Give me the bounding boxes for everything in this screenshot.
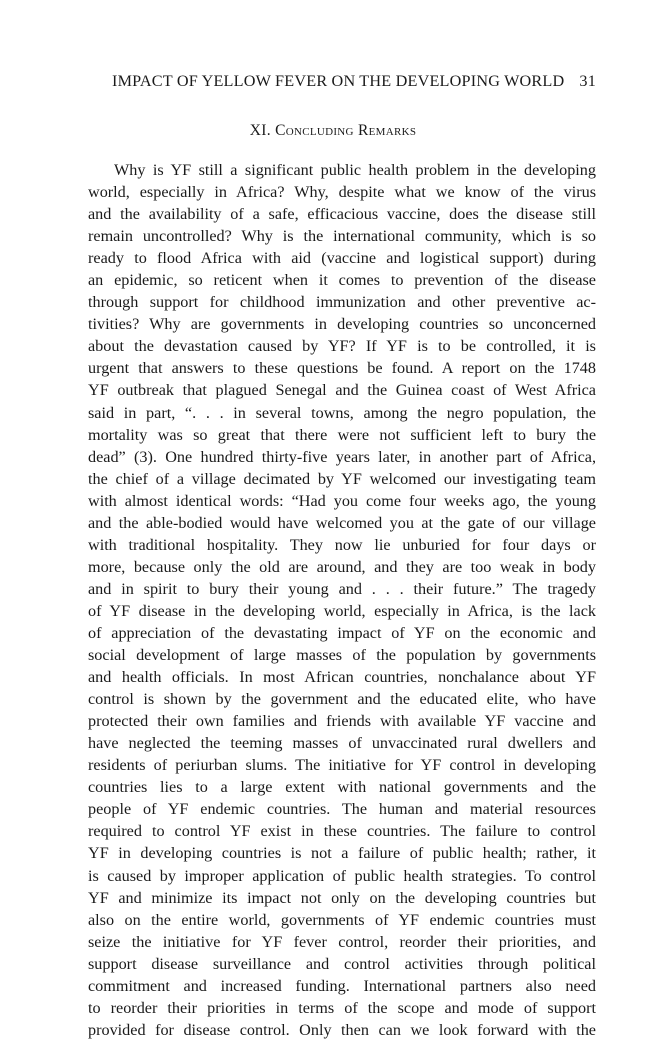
paragraph-line: support disease surveillance and control activities through political	[88, 954, 596, 973]
running-head	[112, 72, 596, 91]
paragraph-line: YF and minimize its impact not only on the developing countries but	[88, 888, 596, 907]
section-heading	[0, 122, 666, 140]
paragraph-line: tivities? Why are governments in developing countries so unconcerned	[88, 315, 596, 334]
paragraph-line: an epidemic, so reticent when it comes to prevention of the disease	[88, 271, 596, 290]
paragraph-line: world, especially in Africa? Why, despite what we know of the virus	[88, 183, 596, 202]
paragraph-line: dead” (3). One hundred thirty-five years later, in another part of Africa,	[88, 447, 596, 466]
paragraph-line: commitment and increased funding. International partners also need	[88, 976, 596, 995]
paragraph-line: control is shown by the government and the educated elite, who have	[88, 690, 596, 709]
paragraph-line: and the availability of a safe, efficacious vaccine, does the disease still	[88, 205, 596, 224]
paragraph-line: with traditional hospitality. They now lie unburied for four days or	[88, 535, 596, 554]
paragraph-line: Why is YF still a significant public health problem in the developing	[114, 161, 596, 179]
body-paragraph	[88, 159, 596, 1041]
paragraph-line: YF in developing countries is not a failure of public health; rather, it	[88, 844, 596, 863]
paragraph-line: of YF disease in the developing world, especially in Africa, is the lack	[88, 601, 596, 620]
paragraph-line: to reorder their priorities in terms of the scope and mode of support	[88, 998, 596, 1017]
paragraph-line: also on the entire world, governments of YF endemic countries must	[88, 910, 596, 929]
paragraph-line: mortality was so great that there were not sufficient left to bury the	[88, 425, 596, 444]
paragraph-line: protected their own families and friends with available YF vaccine and	[88, 712, 596, 731]
paragraph-line: urgent that answers to these questions be found. A report on the 1748	[88, 359, 596, 378]
page-number: 31	[579, 72, 596, 90]
paragraph-line: social development of large masses of the population by governments	[88, 646, 596, 665]
section-title: Concluding Remarks	[275, 122, 417, 139]
paragraph-line: ready to flood Africa with aid (vaccine and logistical support) during	[88, 249, 596, 268]
paragraph-line: with almost identical words: “Had you come four weeks ago, the young	[88, 491, 596, 510]
paragraph-line: countries lies to a large extent with national governments and the	[88, 778, 596, 797]
paragraph-line: seize the initiative for YF fever control, reorder their priorities, and	[88, 932, 596, 951]
paragraph-line: more, because only the old are around, and they are too weak in body	[88, 557, 596, 576]
paragraph-line: and health officials. In most African countries, nonchalance about YF	[88, 668, 596, 687]
paragraph-line: required to control YF exist in these countries. The failure to control	[88, 822, 596, 841]
paragraph-line: is caused by improper application of public health strategies. To control	[88, 866, 596, 885]
paragraph-line: said in part, “. . . in several towns, among the negro population, the	[88, 403, 596, 422]
paragraph-line: YF outbreak that plagued Senegal and the Guinea coast of West Africa	[88, 381, 596, 400]
paragraph-line: provided for disease control. Only then can we look forward with the	[88, 1020, 596, 1039]
paragraph-line: and in spirit to bury their young and . . . their future.” The tragedy	[88, 579, 596, 598]
paragraph-line: through support for childhood immunization and other preventive ac-	[88, 293, 596, 312]
paragraph-line: about the devastation caused by YF? If YF is to be controlled, it is	[88, 337, 596, 356]
section-numeral: XI.	[249, 122, 271, 139]
paragraph-line: remain uncontrolled? Why is the international community, which is so	[88, 227, 596, 246]
paragraph-line: and the able-bodied would have welcomed you at the gate of our village	[88, 513, 596, 532]
paragraph-line: of appreciation of the devastating impact of YF on the economic and	[88, 623, 596, 642]
paragraph-line: residents of periurban slums. The initiative for YF control in developing	[88, 756, 596, 775]
paragraph-line: have neglected the teeming masses of unvaccinated rural dwellers and	[88, 734, 596, 753]
running-head-title: IMPACT OF YELLOW FEVER ON THE DEVELOPING WORLD	[112, 72, 565, 90]
paragraph-line: the chief of a village decimated by YF welcomed our investigating team	[88, 469, 596, 488]
paragraph-line: people of YF endemic countries. The human and material resources	[88, 800, 596, 819]
